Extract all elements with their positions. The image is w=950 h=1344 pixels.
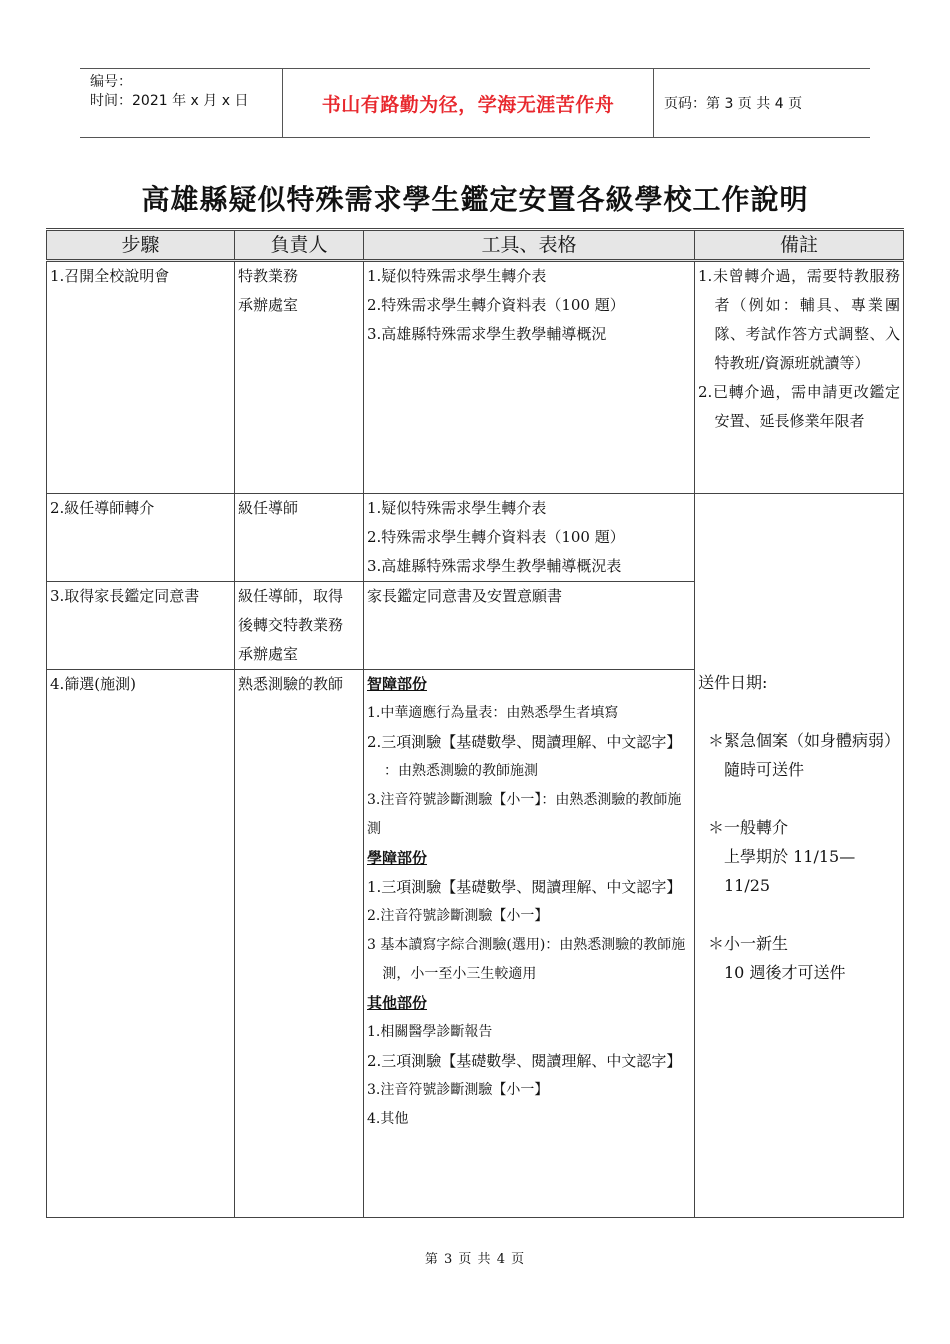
table-header-row (47, 230, 904, 261)
owner-line: 後轉交特教業務 (238, 616, 344, 634)
col-header-tools: 工具、表格 (364, 230, 695, 261)
header-number: 编号： (90, 74, 132, 90)
tool-item: 1.疑似特殊需求學生轉介表 (367, 499, 547, 517)
note-item: 2.已轉介過，需申請更改鑑定安置、延長修業年限者 (698, 383, 900, 430)
table-row (47, 261, 904, 494)
tool-item: 2.三項測驗【基礎數學、閱讀理解、中文認字】 (367, 1052, 682, 1070)
notes-cell (695, 261, 904, 494)
col-header-notes: 備註 (695, 230, 904, 261)
owner-cell (235, 261, 364, 494)
send-grade1-time: 10 週後才可送件 (724, 963, 846, 982)
col-header-owner: 負責人 (235, 230, 364, 261)
tools-cell (364, 494, 695, 582)
tool-item: 3.高雄縣特殊需求學生教學輔導概況表 (367, 557, 622, 575)
header-meta (90, 73, 282, 111)
step-cell: 2.級任導師轉介 (47, 494, 235, 582)
page-header (80, 68, 870, 138)
tool-item: 1.中華適應行為量表：由熟悉學生者填寫 (367, 705, 619, 721)
owner-line: 特教業務 (238, 267, 299, 285)
tools-cell (364, 261, 695, 494)
step-cell: 4.篩選(施測) (47, 670, 235, 1218)
section-learning: 學障部份 (367, 849, 428, 867)
owner-line: 承辦處室 (238, 296, 299, 314)
tool-item: 3.高雄縣特殊需求學生教學輔導概況 (367, 325, 607, 343)
send-date-title: 送件日期: (698, 673, 768, 692)
owner-line: 承辦處室 (238, 645, 299, 663)
header-time: 时间：2021 年 x 月 x 日 (90, 93, 249, 109)
section-intellectual: 智障部份 (367, 675, 428, 693)
tool-item: 3.注音符號診斷測驗【小一】：由熟悉測驗的教師施測 (367, 792, 682, 837)
tool-item: 2.三項測驗【基礎數學、閱讀理解、中文認字】 (367, 733, 682, 751)
tool-item: 1.相關醫學診斷報告 (367, 1024, 493, 1040)
header-slogan: 书山有路勤为径，学海无涯苦作舟 (282, 69, 654, 137)
step-cell: 3.取得家長鑑定同意書 (47, 582, 235, 670)
send-general-time: 上學期於 11/15—11/25 (724, 847, 856, 895)
tools-cell: 家長鑑定同意書及安置意願書 (364, 582, 695, 670)
table-row (47, 494, 904, 582)
tool-item: 3 基本讀寫字綜合測驗(選用)：由熟悉測驗的教師施測，小一至小三生較適用 (367, 937, 686, 982)
tool-item: 1.三項測驗【基礎數學、閱讀理解、中文認字】 (367, 878, 682, 896)
owner-cell: 級任導師 (235, 494, 364, 582)
col-header-step: 步驟 (47, 230, 235, 261)
owner-line: 級任導師，取得 (238, 587, 344, 605)
tool-item: 4.其他 (367, 1111, 409, 1127)
document-title: 高雄縣疑似特殊需求學生鑑定安置各級學校工作說明 (141, 183, 809, 216)
note-item: 1.未曾轉介過，需要特教服務者（例如：輔具、專業團隊、考試作答方式調整、入特教班/資源班就讀等） (698, 267, 900, 372)
tool-item: ：由熟悉測驗的教師施測 (384, 763, 538, 779)
tools-cell (364, 670, 695, 1218)
send-grade1: ＊小一新生 (708, 934, 789, 953)
send-urgent: ＊緊急個案（如身體病弱） (708, 731, 901, 750)
tool-item: 2.特殊需求學生轉介資料表（100 題） (367, 528, 625, 546)
section-other: 其他部份 (367, 994, 428, 1012)
header-page-number: 页码：第 3 页 共 4 页 (664, 96, 803, 112)
page-footer: 第 3 页 共 4 页 (424, 1252, 526, 1267)
tool-item: 2.特殊需求學生轉介資料表（100 題） (367, 296, 625, 314)
send-date-cell (695, 494, 904, 1218)
tool-item: 3.注音符號診斷測驗【小一】 (367, 1082, 549, 1098)
step-cell: 1.召開全校說明會 (47, 261, 235, 494)
send-general: ＊一般轉介 (708, 818, 789, 837)
tool-item: 2.注音符號診斷測驗【小一】 (367, 908, 549, 924)
tool-item: 1.疑似特殊需求學生轉介表 (367, 267, 547, 285)
send-urgent-time: 隨時可送件 (724, 760, 805, 779)
owner-cell (235, 582, 364, 670)
procedure-table (46, 228, 904, 1218)
owner-cell: 熟悉測驗的教師 (235, 670, 364, 1218)
